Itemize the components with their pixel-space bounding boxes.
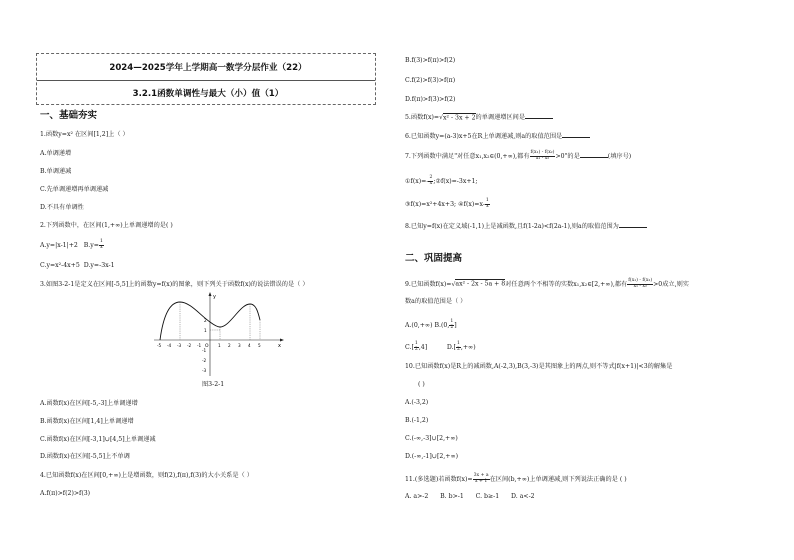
q1-stem: 1.函数y=x² 在区间[1,2]上（ ） bbox=[40, 131, 129, 138]
q5-answer-blank bbox=[525, 113, 553, 119]
q10-option-c: C.(-∞,-3]∪[2,+∞) bbox=[405, 435, 458, 442]
section-advanced-title: 二、巩固提高 bbox=[405, 253, 463, 264]
q8-answer-blank bbox=[619, 222, 647, 228]
x-axis-label: x bbox=[278, 343, 281, 349]
q11-option-d: D. a<-2 bbox=[511, 493, 535, 500]
y-tick-label: -3 bbox=[202, 368, 207, 373]
q3-option-d: D.函数f(x)在区间[-5,5]上不单调 bbox=[40, 453, 130, 460]
q4-option-c: C.f(2)>f(3)>f(π) bbox=[405, 77, 456, 84]
x-tick-label: 1 bbox=[218, 343, 221, 348]
q11-option-c: C. b≥-1 bbox=[475, 493, 500, 500]
q11-option-b: B. b>-1 bbox=[440, 493, 464, 500]
q6-answer-blank bbox=[562, 132, 590, 138]
q10-paren: ( ) bbox=[418, 381, 425, 388]
q3-option-c: C.函数f(x)在区间[-3,1]∪[4,5]上单调递减 bbox=[40, 436, 156, 443]
y-tick-label: -1 bbox=[202, 348, 207, 353]
x-tick-label: -3 bbox=[177, 343, 182, 348]
q3-figure-caption: 图3-2-1 bbox=[202, 381, 225, 388]
q7-stem: 7.下列函数中满足"对任意x₁,x₂∈(0,+∞),都有 $\frac{\text{f(x₁) - f(x₂)}}{\text{x₁ - x₂}}$ >0"的是 (填序号) bbox=[405, 150, 632, 161]
section-basic-title: 一、基础夯实 bbox=[40, 110, 98, 121]
q11-fraction: $\frac{3x + a}{x + 1}$ bbox=[473, 473, 489, 484]
q5-stem: 5.函数f(x)=√x² - 3x + 2的单调递增区间是 bbox=[405, 113, 553, 122]
q4-option-b: B.f(3)>f(π)>f(2) bbox=[405, 57, 456, 64]
y-tick-label: -2 bbox=[202, 358, 207, 363]
header-divider bbox=[37, 80, 375, 81]
q2-options-ab bbox=[40, 240, 104, 251]
q10-option-a: A.(-3,2) bbox=[405, 399, 429, 406]
x-tick-label: 5 bbox=[258, 343, 261, 348]
x-tick-label: 4 bbox=[248, 343, 251, 348]
q2-stem: 2.下列函数中，在区间(1,+∞)上单调递增的是( ) bbox=[40, 222, 173, 229]
x-tick-label: -1 bbox=[197, 343, 202, 348]
q9-stem-line2: 数a的取值范围是（ ） bbox=[405, 298, 467, 305]
q7-fraction: $\frac{\text{f(x₁) - f(x₂)}}{\text{x₁ - x₂}}$ bbox=[530, 150, 555, 161]
q8-stem: 8.已知y=f(x)在定义域(-1,1)上是减函数,且f(1-2a)<f(2a-1),则a的取值范围为 bbox=[405, 222, 647, 231]
q11-options bbox=[405, 493, 535, 501]
y-axis-arrow bbox=[209, 292, 212, 296]
q3-stem: 3.如图3-2-1是定义在区间[-5,5]上的函数y=f(x)的图象，则下列关于函数f(x)的说法错误的是（ ） bbox=[40, 281, 309, 288]
q2-option-c: C.y=x²-4x+5 bbox=[40, 262, 80, 269]
q11-stem: 11.(多选题)若函数f(x)= $\frac{3x + a}{x + 1}$ 在区间(b,+∞)上单调递减,则下列说法正确的是 ( ) bbox=[405, 473, 627, 484]
x-axis-arrow bbox=[280, 339, 284, 342]
q7-options-line1: ①f(x)=- $\frac{2}{x}$ ;②f(x)=-3x+1; bbox=[405, 175, 478, 186]
x-tick-label: -2 bbox=[187, 343, 192, 348]
q10-option-d: D.(-∞,-1]∪[2,+∞) bbox=[405, 453, 459, 460]
q2-option-b: B.y= bbox=[83, 241, 99, 249]
y-tick-label: 1 bbox=[204, 328, 207, 333]
q9-options-cd: C.[ $\frac{1}{2}$ ,4] D.[ $\frac{1}{2}$ ,+∞) bbox=[405, 341, 476, 352]
q11-option-a: A. a>-2 bbox=[405, 493, 429, 500]
q10-option-b: B.(-1,2) bbox=[405, 417, 429, 424]
x-tick-label: -5 bbox=[157, 343, 162, 348]
q3-option-a: A.函数f(x)在区间[-5,-3]上单调递增 bbox=[40, 400, 138, 407]
q2-option-a: A.y=|x-1|+2 bbox=[40, 241, 78, 249]
q1-option-d: D.不具有单调性 bbox=[40, 204, 84, 211]
x-tick-labels bbox=[157, 343, 261, 348]
x-tick-label: 2 bbox=[228, 343, 231, 348]
q2-b-fraction: $\frac{1}{x}$ bbox=[99, 239, 103, 250]
q3-option-b: B.函数f(x)在区间[1,4]上单调递增 bbox=[40, 418, 134, 425]
q7-answer-blank bbox=[580, 152, 608, 158]
worksheet-title: 2024—2025学年上学期高一数学分层作业（22） bbox=[109, 63, 307, 73]
origin-label: O bbox=[205, 344, 209, 349]
q5-radicand: x² - 3x + 2 bbox=[443, 114, 476, 121]
q7-options-line2: ③f(x)=x²+4x+3; ④f(x)=x- $\frac{1}{x}$ bbox=[405, 198, 489, 209]
q9-options-ab: A.(0,+∞) B.(0, $\frac{1}{2}$ ] bbox=[405, 319, 457, 330]
x-tick-label: -4 bbox=[167, 343, 172, 348]
q1-option-c: C.先单调递增再单调递减 bbox=[40, 186, 109, 193]
x-tick-label: 3 bbox=[238, 343, 241, 348]
q2-option-d: D.y=-3x-1 bbox=[83, 262, 115, 269]
worksheet-subtitle: 3.2.1函数单调性与最大（小）值（1） bbox=[132, 89, 284, 99]
q2-options-cd bbox=[40, 262, 115, 270]
q4-option-a: A.f(π)>f(2)>f(3) bbox=[40, 490, 91, 497]
q9-stem: 9.已知函数f(x)=√ax² - 2x - 5a + 8对任意两个不相等的实数x₁,x₂∈[2,+∞),都有 $\frac{\text{f(x₁) - f(x₂)}}{\text{x₁ - x₂}}$ >0成立,则实 bbox=[405, 278, 689, 289]
q9-fraction: $\frac{\text{f(x₁) - f(x₂)}}{\text{x₁ - x₂}}$ bbox=[628, 278, 653, 289]
q10-stem: 10.已知函数f(x)是R上的减函数,A(-2,3),B(3,-3)是其图象上的两点,则不等式|f(x+1)|<3的解集是 bbox=[405, 363, 673, 370]
y-axis-label: y bbox=[213, 294, 216, 300]
q4-stem: 4.已知函数f(x)在区间[0,+∞)上是增函数，则f(2),f(π),f(3)的大小关系是（ ） bbox=[40, 472, 253, 479]
q9-radicand: ax² - 2x - 5a + 8 bbox=[455, 280, 506, 288]
q1-option-b: B.单调递减 bbox=[40, 168, 72, 175]
y-tick-label: 2 bbox=[204, 318, 207, 323]
q6-stem: 6.已知函数y=(a-3)x+5在R上单调递减,则a的取值范围是 bbox=[405, 132, 590, 141]
q3-function-graph bbox=[150, 290, 286, 380]
q4-option-d: D.f(π)>f(3)>f(2) bbox=[405, 96, 456, 103]
q1-option-a: A.单调递增 bbox=[40, 150, 72, 157]
